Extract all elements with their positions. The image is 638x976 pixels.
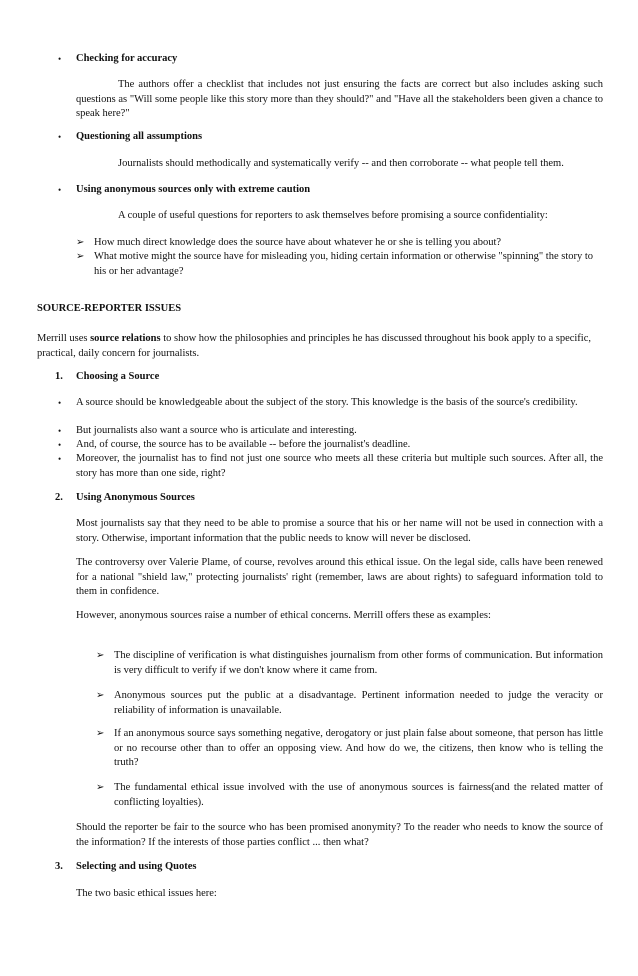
bullet-item <box>58 424 603 439</box>
bullet-icon: • <box>58 132 62 142</box>
bullet-text: Moreover, the journalist has to find not just one source who meets all these criteria but multiple such sources. After all, the story has more than one side, right? <box>76 453 603 479</box>
item-number: 1. <box>55 371 63 382</box>
arrow-item <box>76 250 596 279</box>
arrow-bullet-icon: ➢ <box>96 782 105 793</box>
paragraph: The two basic ethical issues here: <box>76 888 217 899</box>
bullet-icon: • <box>58 54 62 64</box>
numbered-heading-choosing-source <box>55 370 600 385</box>
arrow-item <box>76 236 576 251</box>
bullet-heading: Using anonymous sources only with extreme caution <box>76 184 311 195</box>
arrow-item <box>96 781 603 810</box>
arrow-bullet-icon: ➢ <box>76 237 85 248</box>
numbered-heading-anonymous-sources <box>55 491 600 506</box>
arrow-bullet-icon: ➢ <box>76 251 85 262</box>
paragraph: Should the reporter be fair to the source who has been promised anonymity? To the reader who needs to know the source of the information? If the interests of those parties conflict ... then what? <box>76 822 603 848</box>
item-number: 2. <box>55 492 63 503</box>
bullet-icon: • <box>58 426 62 436</box>
bullet-icon: • <box>58 185 62 195</box>
arrow-item <box>96 689 603 718</box>
bullet-body: A couple of useful questions for reporters to ask themselves before promising a source confidentiality: <box>118 210 548 221</box>
bullet-heading: Questioning all assumptions <box>76 131 203 142</box>
item-number: 3. <box>55 861 63 872</box>
paragraph: Most journalists say that they need to be able to promise a source that his or her name will not be used in connection with a story. Otherwise, important information that the public needs to know will never be disclosed. <box>76 518 603 544</box>
bullet-item <box>58 452 603 481</box>
section-intro <box>37 332 603 361</box>
arrow-item-text: The discipline of verification is what distinguishes journalism from other forms of communication. But information is very difficult to verify if we don't know where it came from. <box>114 650 603 676</box>
arrow-item-text: If an anonymous source says something negative, derogatory or just plain false about someone, that person has little or no recourse other than to offer an opposing view. And how do we, the citizens, then know who is telling the truth? <box>114 728 603 768</box>
bullet-text: But journalists also want a source who is articulate and interesting. <box>76 425 357 436</box>
bullet-item-checking-accuracy <box>58 52 603 67</box>
bullet-text: And, of course, the source has to be available -- before the journalist's deadline. <box>76 439 411 450</box>
intro-text: Merrill uses <box>37 333 91 344</box>
bullet-item-anonymous-sources <box>58 183 603 198</box>
bullet-icon: • <box>58 440 62 450</box>
section-heading: SOURCE-REPORTER ISSUES <box>37 303 182 314</box>
item-heading: Selecting and using Quotes <box>76 861 197 872</box>
arrow-bullet-icon: ➢ <box>96 690 105 701</box>
arrow-item-text: The fundamental ethical issue involved with the use of anonymous sources is fairness(and the related matter of conflicting loyalties). <box>114 782 603 808</box>
bullet-icon: • <box>58 454 62 464</box>
arrow-item-text: Anonymous sources put the public at a disadvantage. Pertinent information needed to judge the veracity or reliability of information is unavailable. <box>114 690 603 716</box>
bullet-item <box>58 396 603 411</box>
intro-text: to show how the philosophies and principles he has discussed throughout his book apply to a specific, practical, daily concern for journalists. <box>37 333 592 359</box>
bullet-item-questioning-assumptions <box>58 130 603 145</box>
bullet-item <box>58 438 603 453</box>
arrow-bullet-icon: ➢ <box>96 650 105 661</box>
paragraph: The controversy over Valerie Plame, of course, revolves around this ethical issue. On the legal side, calls have been renewed for a national "shield law," protecting journalists' right (remember, laws are about rights) to safeguard information told to them in confidence. <box>76 557 603 597</box>
numbered-heading-selecting-quotes <box>55 860 600 875</box>
arrow-item-text: How much direct knowledge does the source have about whatever he or she is telling you about? <box>94 237 502 248</box>
item-heading: Choosing a Source <box>76 371 160 382</box>
item-heading: Using Anonymous Sources <box>76 492 195 503</box>
bullet-body: The authors offer a checklist that includes not just ensuring the facts are correct but also includes asking such questions as "Will some people like this story more than they should?" and "Have all the stakeholders been given a chance to speak here?" <box>76 79 603 119</box>
arrow-bullet-icon: ➢ <box>96 728 105 739</box>
bullet-body: Journalists should methodically and systematically verify -- and then corroborate -- what people tell them. <box>118 158 564 169</box>
bullet-heading: Checking for accuracy <box>76 53 178 64</box>
bullet-text: A source should be knowledgeable about the subject of the story. This knowledge is the basis of the source's credibility. <box>76 397 578 408</box>
paragraph: However, anonymous sources raise a number of ethical concerns. Merrill offers these as examples: <box>76 610 491 621</box>
arrow-item <box>96 727 603 771</box>
arrow-item <box>96 649 603 678</box>
bullet-icon: • <box>58 398 62 408</box>
arrow-item-text: What motive might the source have for misleading you, hiding certain information or otherwise "spinning" the story to his or her advantage? <box>94 251 594 277</box>
intro-bold-term: source relations <box>90 333 161 344</box>
